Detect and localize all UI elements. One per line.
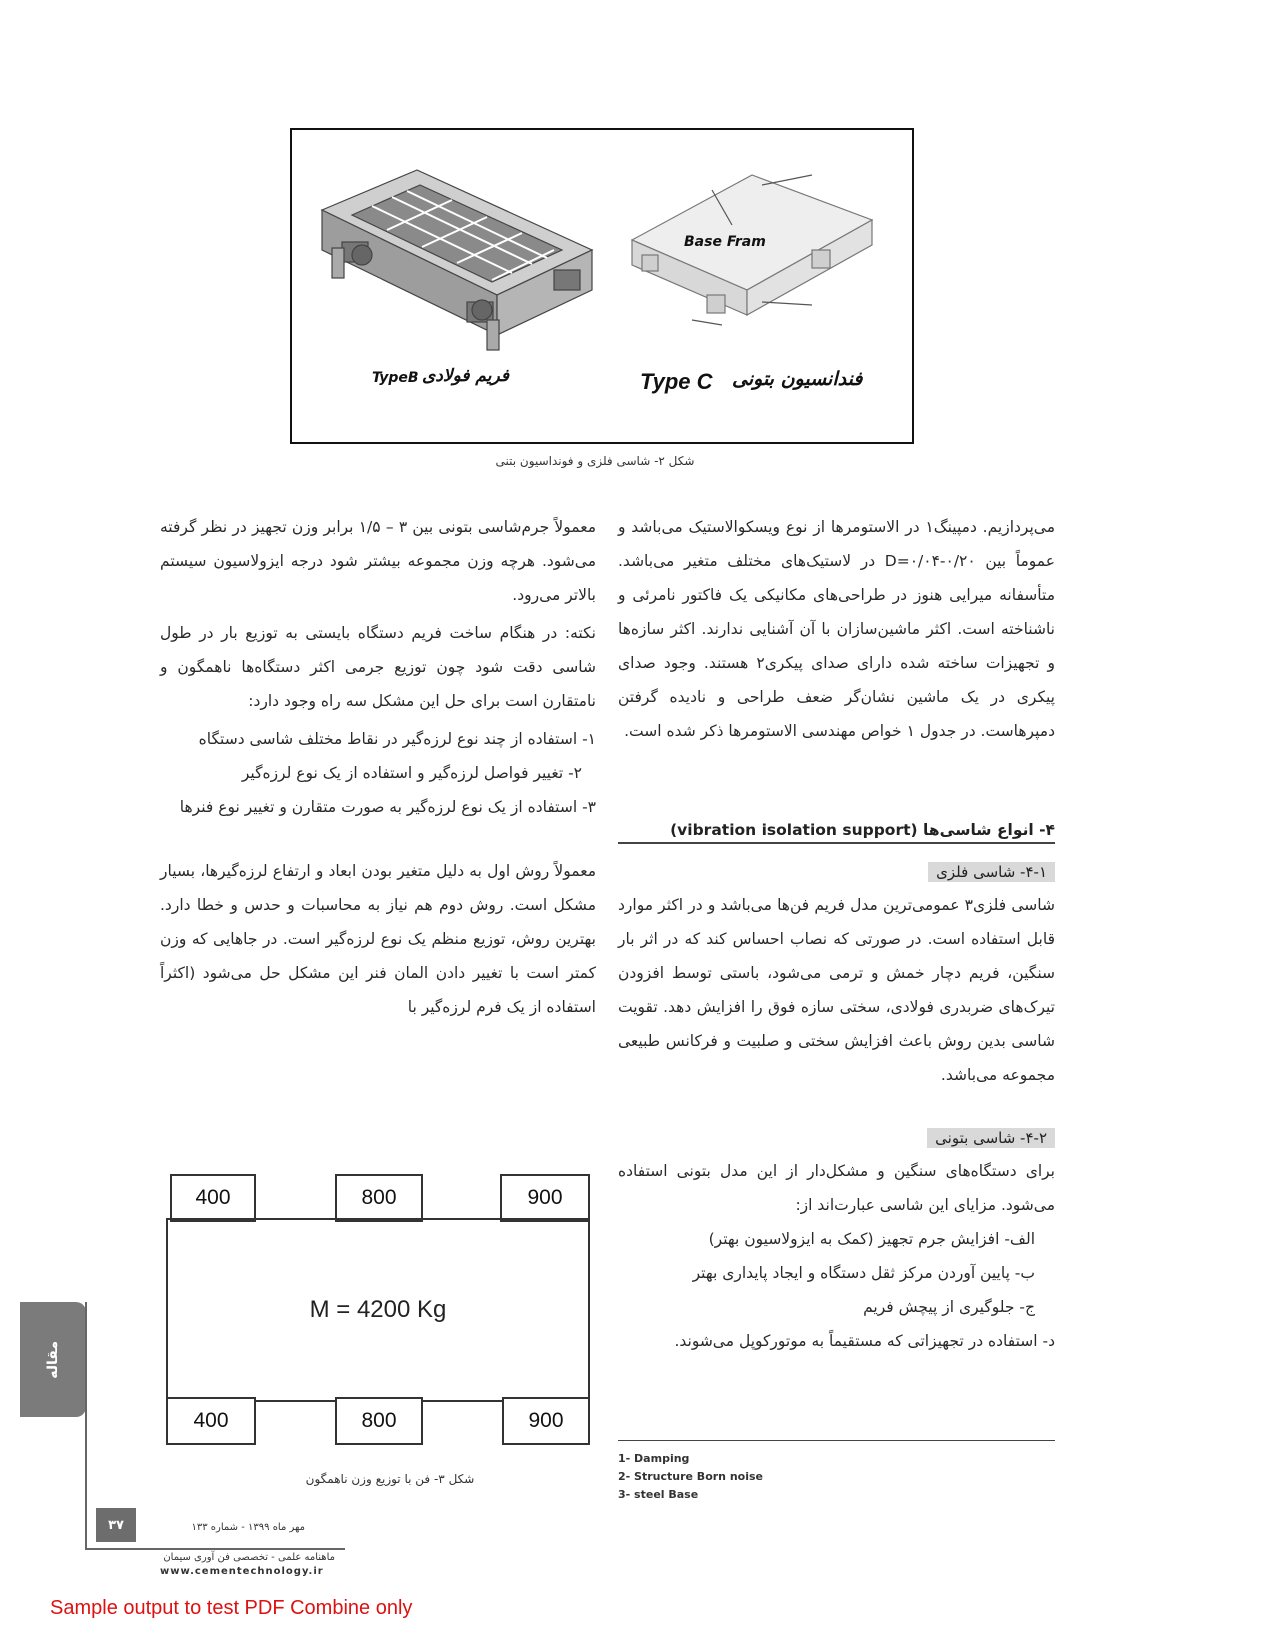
weight-box-top-right: 900 (500, 1174, 590, 1222)
weight-box-bottom-right: 900 (502, 1397, 590, 1445)
weight-box-bottom-middle: 800 (335, 1397, 423, 1445)
type-b-label: TypeB (372, 370, 419, 386)
side-tab-label: مقاله (45, 1340, 61, 1379)
footnote-1: 1- Damping (618, 1452, 690, 1465)
left-paragraph-1: معمولاً جرم‌شاسی بتونی بین ۳ – ۱/۵ برابر وزن تجهیز در نظر گرفته می‌شود. هرچه وزن مجموعه بیشتر شود درجه ایزولاسیون سیستم بالاتر می‌رود. (160, 518, 596, 604)
list-item: الف- افزایش جرم تجهیز (کمک به ایزولاسیون بهتر) (708, 1230, 1035, 1248)
side-rule (85, 1302, 87, 1550)
subsection-4-2-title: ۴-۲- شاسی بتونی (927, 1128, 1055, 1148)
website-url: www.cementechnology.ir (160, 1566, 324, 1577)
page-number: ۳۷ (96, 1508, 136, 1542)
article-side-tab (20, 1302, 86, 1417)
footnote-divider (618, 1440, 1055, 1441)
method-item: ۲- تغییر فواصل لرزه‌گیر و استفاده از یک نوع لرزه‌گیر (241, 764, 582, 782)
base-frame-label: Base Fram (684, 234, 766, 250)
mass-box: M = 4200 Kg (166, 1218, 590, 1402)
subsection-4-1 (618, 862, 1055, 1092)
left-column (160, 510, 596, 1024)
weight-box-top-middle: 800 (335, 1174, 423, 1222)
intro-paragraph: می‌پردازیم. دمپینگ۱ در الاستومرها از نوع ویسکوالاستیک می‌باشد و عموماً بین D=۰/۰۴-۰/۲۰ در لاستیک‌های مختلف متغیر می‌باشد. متأسفانه میرایی هنوز در طراحی‌های مکانیکی یک فاکتور نامرئی و ناشناخته است. اکثر ماشین‌سازان با آن آشنایی ندارند. اکثر سازه‌ها و تجهیزات ساخته شده دارای صدای پیکری۲ هستند. وجود صدای پیکری در یک ماشین نشان‌گر ضعف طراحی و نادیده گرفتن دمپرهاست. در جدول ۱ خواص مهندسی الاستومرها ذکر شده است. (618, 518, 1056, 740)
list-item: ج- جلوگیری از پیچش فریم (863, 1298, 1035, 1316)
advantages-list (618, 1222, 1055, 1324)
footnote-2: 2- Structure Born noise (618, 1470, 764, 1483)
subsection-4-1-title: ۴-۱- شاسی فلزی (928, 862, 1055, 882)
method-item: ۱- استفاده از چند نوع لرزه‌گیر در نقاط مختلف شاسی دستگاه (198, 730, 596, 748)
figure-3-caption: شکل ۳- فن با توزیع وزن ناهمگون (305, 1472, 475, 1486)
concrete-base-drawing (632, 175, 872, 325)
left-paragraph-3: معمولاً روش اول به دلیل متغیر بودن ابعاد و ارتفاع لرزه‌گیرها، بسیار مشکل است. روش دوم هم نیاز به محاسبات و حدس و خطا دارد. بهترین روش، توزیع منظم یک نوع لرزه‌گیر است. در جاهایی که وزن کمتر است با تغییر دادن المان فنر این مشکل حل می‌شود (اکثراً استفاده از یک فرم لرزه‌گیر با (160, 862, 596, 1016)
weight-box-top-left: 400 (170, 1174, 256, 1222)
figure-2 (290, 128, 914, 444)
subsection-4-1-text: شاسی فلزی۳ عمومی‌ترین مدل فریم فن‌ها می‌باشد و در اکثر موارد قابل استفاده است. در صورتی که نصاب احساس کند که در اثر بار سنگین، فریم دچار خمش و ترمی می‌شود، باستی توسط افزودن تیرک‌های ضربدری فولادی، سختی سازه فوق را افزایش دهد. تقویت شاسی بدین روش باعث افزایش سختی و صلبیت و فرکانس طبیعی مجموعه می‌باشد. (618, 896, 1055, 1084)
list-item: د- استفاده در تجهیزاتی که مستقیماً به موتورکوپل می‌شوند. (674, 1332, 1055, 1350)
subsection-4-2-text: برای دستگاه‌های سنگین و مشکل‌دار از این مدل بتونی استفاده می‌شود. مزایای این شاسی عبارت‌اند از: (618, 1162, 1055, 1214)
figure-2-illustration (292, 130, 912, 442)
steel-frame-drawing (322, 170, 592, 350)
footer-rule (85, 1548, 345, 1550)
magazine-name: ماهنامه علمی - تخصصی فن آوری سیمان (163, 1552, 335, 1563)
type-c-label: Type C (640, 369, 713, 394)
subsection-4-2 (618, 1128, 1055, 1358)
sample-watermark: Sample output to test PDF Combine only (50, 1597, 413, 1619)
right-column-intro (618, 510, 1055, 748)
footnotes (618, 1450, 763, 1504)
steel-frame-label: فریم فولادی (422, 366, 509, 386)
figure-2-caption: شکل ۲- شاسی فلزی و فونداسیون بتنی (495, 454, 695, 468)
issue-info: مهر ماه ۱۳۹۹ - شماره ۱۳۳ (191, 1522, 305, 1533)
section-4-heading (618, 820, 1055, 844)
weight-box-bottom-left: 400 (166, 1397, 256, 1445)
list-item: ب- پایین آوردن مرکز ثقل دستگاه و ایجاد پایداری بهتر (692, 1264, 1035, 1282)
footnote-3: 3- steel Base (618, 1488, 699, 1501)
concrete-foundation-label: فندانسیون بتونی (732, 368, 863, 390)
section-4-title: ۴- انواع شاسی‌ها (vibration isolation support) (670, 821, 1055, 839)
method-item: ۳- استفاده از یک نوع لرزه‌گیر به صورت متقارن و تغییر نوع فنرها (179, 798, 596, 816)
note-paragraph: نکته: در هنگام ساخت فریم دستگاه بایستی به توزیع بار در طول شاسی دقت شود چون توزیع جرمی اکثر دستگاه‌ها ناهمگون و نامتقارن است برای حل این مشکل سه راه وجود دارد: (160, 624, 596, 710)
